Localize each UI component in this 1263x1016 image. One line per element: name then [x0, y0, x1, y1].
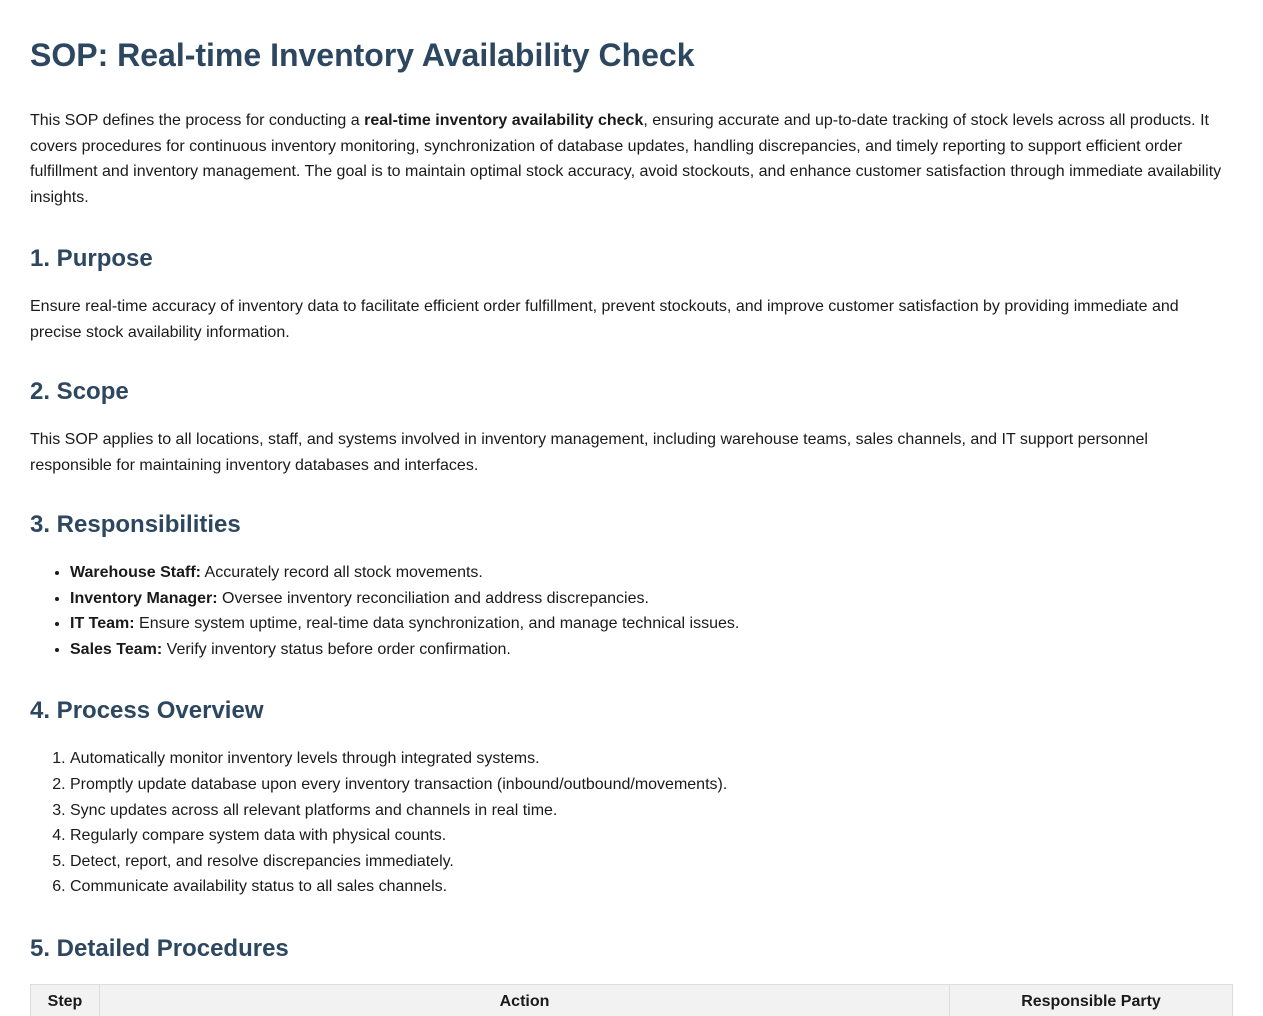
list-item	[70, 560, 1233, 586]
role-description: Verify inventory status before order confirmation.	[162, 640, 511, 658]
column-header-responsible-party: Responsible Party	[950, 984, 1233, 1016]
list-item: 5. Detect, report, and resolve discrepancies immediately.	[70, 849, 1233, 875]
role-label: IT Team:	[70, 615, 135, 633]
process-heading: 4. Process Overview	[30, 697, 264, 725]
procedures-heading: 5. Detailed Procedures	[30, 934, 289, 962]
page-title: SOP: Real-time Inventory Availability Check	[30, 37, 695, 73]
list-item	[70, 586, 1233, 612]
scope-text: This SOP applies to all locations, staff, and systems involved in inventory management, including warehouse teams, sales channels, and IT support personnel responsible for maintaining inventory databases and interfaces.	[30, 431, 1148, 474]
list-item	[70, 611, 1233, 637]
role-label: Warehouse Staff:	[70, 564, 201, 581]
table-header-row	[31, 984, 1233, 1016]
role-label: Inventory Manager:	[70, 589, 218, 607]
scope-heading: 2. Scope	[30, 378, 129, 405]
intro-text-start: This SOP defines the process for conducting a	[30, 112, 365, 129]
role-description: Ensure system uptime, real-time data synchronization, and manage technical issues.	[134, 615, 740, 633]
responsibilities-list	[30, 560, 1233, 662]
sop-document	[0, 36, 1263, 1016]
intro-text-bold: real-time inventory availability check	[364, 112, 644, 129]
list-item: 3. Sync updates across all relevant platforms and channels in real time.	[70, 798, 1233, 824]
list-item: 2. Promptly update database upon every inventory transaction (inbound/outbound/movements).	[70, 772, 1233, 798]
column-header-step: Step	[31, 984, 100, 1016]
purpose-heading: 1. Purpose	[30, 245, 153, 272]
list-item	[70, 637, 1233, 663]
intro-paragraph	[30, 108, 1233, 210]
role-description: Oversee inventory reconciliation and address discrepancies.	[217, 589, 649, 607]
column-header-action: Action	[100, 984, 950, 1016]
role-label: Sales Team:	[70, 640, 163, 658]
responsibilities-heading: 3. Responsibilities	[30, 511, 241, 538]
list-item: 6. Communicate availability status to all sales channels.	[70, 874, 1233, 900]
process-list	[30, 746, 1233, 900]
role-description: Accurately record all stock movements.	[200, 564, 483, 581]
list-item: 4. Regularly compare system data with physical counts.	[70, 823, 1233, 849]
purpose-text: Ensure real-time accuracy of inventory data to facilitate efficient order fulfillment, prevent stockouts, and improve customer satisfaction by providing immediate and precise stock availability information.	[30, 298, 1179, 341]
list-item: 1. Automatically monitor inventory levels through integrated systems.	[70, 746, 1233, 772]
intro-text-end: , ensuring accurate and up-to-date tracking of stock levels across all products. It covers procedures for continuous inventory monitoring, synchronization of database updates, handling discrepancies, and timely reporting to support efficient order fulfillment and inventory management. The goal is to maintain optimal stock accuracy, avoid stockouts, and enhance customer satisfaction through immediate availability insights.	[30, 112, 1222, 206]
procedures-table	[30, 984, 1233, 1016]
